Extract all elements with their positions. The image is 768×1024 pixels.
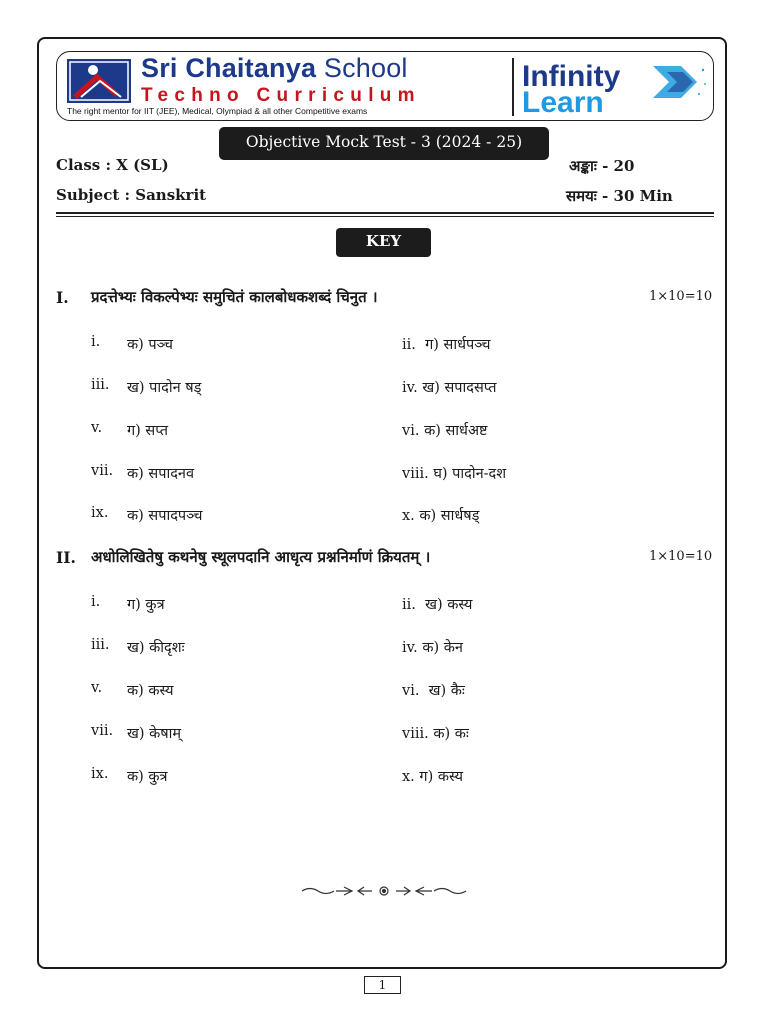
answer-item: viii. घ) पादोन-दश	[402, 466, 507, 482]
section-number: II.	[56, 548, 76, 567]
school-logo-icon	[67, 59, 131, 103]
brand-tagline: The right mentor for IIT (JEE), Medical, Olympiad & all other Competitive exams	[67, 106, 368, 116]
answer-text: ख) पादोन षड्	[127, 380, 202, 396]
answer-item: ii. ख) कस्य	[402, 597, 473, 613]
answer-item: x. ग) कस्य	[402, 769, 464, 785]
section-number: I.	[56, 288, 69, 307]
answer-text: क) सपादनव	[127, 466, 195, 482]
answer-text: ग) सप्त	[127, 423, 168, 439]
answer-item: vi. क) सार्धअष्ट	[402, 423, 488, 439]
partner-name-line1: Infinity	[522, 60, 621, 93]
banner-divider	[512, 58, 514, 116]
test-title: Objective Mock Test - 3 (2024 - 25)	[219, 127, 549, 160]
partner-arrow-icon	[647, 62, 709, 102]
answer-item: i.	[91, 334, 101, 350]
school-banner	[56, 51, 714, 121]
brand-name: Sri Chaitanya School	[141, 53, 408, 83]
answer-item: ix.	[91, 766, 109, 782]
answer-text: क) पञ्च	[127, 337, 173, 353]
page-border	[37, 37, 727, 969]
section-question: प्रदत्तेभ्यः विकल्पेभ्यः समुचितं कालबोधकशब्दं चिनुत ।	[91, 288, 378, 306]
section-marks: 1×10=10	[649, 549, 713, 564]
answer-item: vii.	[91, 463, 114, 479]
answer-item: iii.	[91, 637, 110, 653]
marks-label: अङ्काः - 20	[569, 157, 635, 175]
answer-item: iv. ख) सपादसप्त	[402, 380, 497, 396]
end-ornament-icon	[300, 884, 468, 898]
section-question: अधोलिखितेषु कथनेषु स्थूलपदानि आधृत्य प्रश्ननिर्माणं क्रियतम् ।	[91, 548, 431, 566]
subject-label: Subject : Sanskrit	[56, 186, 207, 204]
answer-text: क) कुत्र	[127, 769, 168, 785]
answer-item: vi. ख) कैः	[402, 683, 465, 699]
brand-subtitle: Techno Curriculum	[141, 85, 421, 106]
header-rule	[56, 212, 714, 214]
answer-item: i.	[91, 594, 101, 610]
answer-item: iii.	[91, 377, 110, 393]
answer-item: v.	[91, 680, 103, 696]
answer-text: ख) केषाम्	[127, 726, 182, 742]
answer-text: क) कस्य	[127, 683, 174, 699]
answer-item: viii. क) कः	[402, 726, 469, 742]
answer-text: ग) कुत्र	[127, 597, 165, 613]
answer-item: x. क) सार्धषड्	[402, 508, 480, 524]
answer-text: ख) कीदृशः	[127, 640, 185, 656]
header-rule-thin	[56, 216, 714, 217]
section-marks: 1×10=10	[649, 289, 713, 304]
class-label: Class : X (SL)	[56, 156, 169, 174]
answer-item: ii. ग) सार्धपञ्च	[402, 337, 491, 353]
partner-name-line2: Learn	[522, 86, 604, 119]
page-number: 1	[364, 976, 401, 994]
answer-item: v.	[91, 420, 103, 436]
key-badge: KEY	[336, 228, 431, 257]
answer-item: ix.	[91, 505, 109, 521]
time-label: समयः - 30 Min	[566, 187, 673, 205]
answer-text: क) सपादपञ्च	[127, 508, 203, 524]
answer-item: iv. क) केन	[402, 640, 463, 656]
answer-item: vii.	[91, 723, 114, 739]
